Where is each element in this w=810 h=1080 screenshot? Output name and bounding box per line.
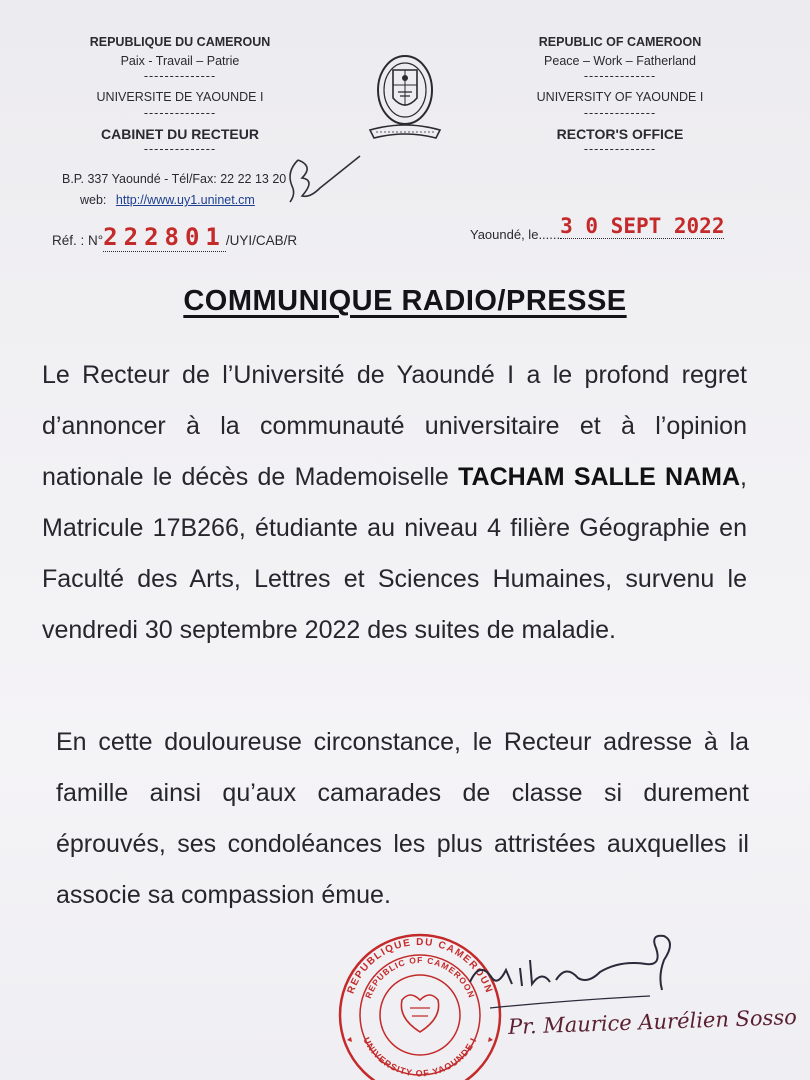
deceased-name: TACHAM SALLE NAMA [458, 463, 741, 491]
office-name-en: RECTOR'S OFFICE [556, 125, 684, 142]
paragraph-announcement [42, 350, 747, 656]
announcement-text-end: , Matricule 17B266, étudiante au niveau 4 filière Géographie en Faculté des Arts, Lettres et Sciences Humaines, survenu le vendredi 30 septembre 2022 des suites de maladie. [42, 463, 747, 644]
signer-name: Pr. Maurice Aurélien Sosso [507, 1004, 798, 1040]
separator: -------------- [143, 105, 217, 120]
reference-line [52, 223, 297, 251]
university-name-fr: UNIVERSITE DE YAOUNDE I [96, 90, 264, 104]
stamp-bottom-text: UNIVERSITY OF YAOUNDE I [361, 1035, 479, 1079]
country-name-en: REPUBLIC OF CAMEROON [538, 35, 702, 49]
separator: -------------- [143, 69, 217, 83]
web-link[interactable]: http://www.uy1.uninet.cm [115, 193, 255, 207]
stamp-outer-text: REPUBLIQUE DU CAMEROUN [345, 936, 495, 996]
announcement-text-start: Le Recteur de l’Université de Yaoundé I a le profond regret d’annoncer à la communauté universitaire et à l’opinion nationale le décès de Mademoiselle [42, 361, 747, 491]
ref-number: 222801 [103, 223, 226, 251]
separator: -------------- [583, 69, 657, 83]
date-dots: ...... [538, 227, 561, 242]
separator: -------------- [583, 105, 657, 120]
document-title: COMMUNIQUE RADIO/PRESSE [183, 285, 627, 317]
signature-scribble-icon [450, 920, 710, 1015]
web-label: web: [80, 193, 107, 207]
university-name-en: UNIVERSITY OF YAOUNDE I [536, 90, 704, 104]
date-stamp: 3 0 SEPT 2022 [560, 214, 725, 238]
header-right [515, 33, 725, 155]
motto-en: Peace – Work – Fatherland [544, 53, 696, 68]
separator: -------------- [143, 142, 217, 156]
ref-suffix: /UYI/CAB/R [225, 233, 298, 248]
country-name-fr: REPUBLIQUE DU CAMEROUN [89, 35, 271, 49]
date-label: Yaoundé, le [470, 227, 539, 242]
coat-of-arms-icon [360, 48, 450, 146]
motto-fr: Paix - Travail – Patrie [120, 53, 240, 68]
office-name-fr: CABINET DU RECTEUR [101, 125, 259, 142]
initials-scribble-icon [280, 152, 370, 214]
date-line [470, 214, 725, 244]
stamp-inner-text: REPUBLIC OF CAMEROON [362, 954, 478, 1000]
svg-text:UNIVERSITY OF YAOUNDE I [361, 1036, 478, 1079]
address-line: B.P. 337 Yaoundé - Tél/Fax: 22 22 13 20 [62, 172, 287, 186]
ref-label: Réf. : N° [52, 233, 104, 248]
web-line [80, 193, 255, 207]
paragraph-condolences: En cette douloureuse circonstance, le Recteur adresse à la famille ainsi qu’aux camarades de classe si durement éprouvés, ses condoléances les plus attristées auxquelles il associe sa compassion émue. [56, 728, 749, 909]
header-left [70, 33, 290, 155]
separator: -------------- [583, 142, 657, 156]
